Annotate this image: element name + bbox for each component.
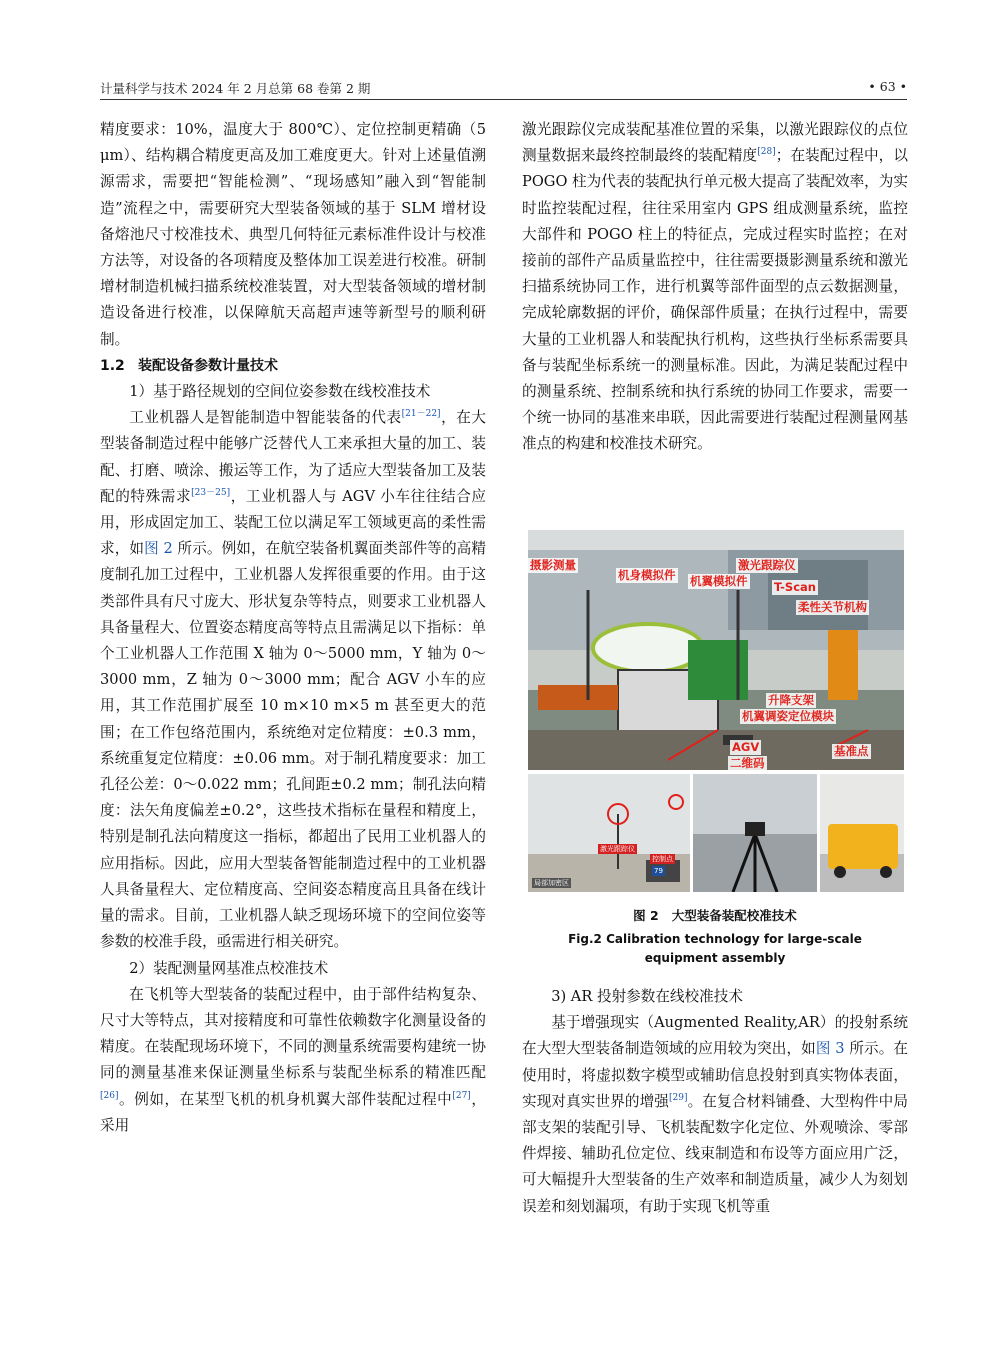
label-flex-joint: 柔性关节机构 [798,600,867,614]
paragraph: 基于增强现实（Augmented Reality,AR）的投射系统在大型大型装备制造领域的应用较为突出，如图 3 所示。在使用时，将虚拟数字模型或辅助信息投射到真实物体表面，实现对真实世界的增强[29]。在复合材料铺叠、大型构件中局部支架的装配引导、飞机装配数字化定位、外观喷涂、零部件焊接、辅助孔位定位、线束制造和布设等方面应用广泛，可大幅提升大型装备的生产效率和制造质量，减少人为刻划误差和刻划漏项，有助于实现飞机等重 [522,1014,908,1215]
section-heading [100,353,486,379]
right-column [522,117,908,458]
page-number: • 63 • [868,79,907,94]
label-tracker: 激光跟踪仪 [738,558,796,572]
label-lift: 升降支架 [768,693,814,707]
label-b1-control: 控制点 [652,855,673,863]
label-b1-tracker: 激光跟踪仪 [600,845,635,853]
label-wing-module: 机翼调姿定位模块 [742,709,834,723]
paragraph: 激光跟踪仪完成装配基准位置的采集，以激光跟踪仪的点位测量数据来最终控制最终的装配精度[28]；在装配过程中，以 POGO 柱为代表的装配执行单元极大提高了装配效率，为实时监控装配过程，往往采用室内 GPS 组成测量系统，监控大部件和 POGO 柱上的特征点，完成过程实时监控；在对接前的部件产品质量监控中，往往需要摄影测量系统和激光扫描系统协同工作，进行机翼等部件面型的点云数据测量，完成轮廓数据的评价，确保部件质量；在执行过程中，需要大量的工业机器人和装配执行机构，这些执行坐标系需要具备与装配坐标系统一的测量标准。因此，为满足装配过程中的测量系统、控制系统和执行系统的协同工作要求，需要一个统一协同的基准来串联，因此需要进行装配过程测量网基准点的构建和校准技术研究。 [522,121,908,453]
header-rule [100,99,907,100]
figure-link[interactable]: 图 2 [144,540,173,558]
photo-control-points [528,774,690,892]
label-agv: AGV [732,740,760,754]
subheading: 2）装配测量网基准点校准技术 [129,959,329,977]
assembly-photo [528,530,904,770]
figure-caption-en: Fig.2 Calibration technology for large-scale equipment assembly [568,932,862,965]
paragraph: 精度要求：10%，温度大于 800℃）、定位控制更精确（5 μm）、结构耦合精度更高及加工难度更大。针对上述量值溯源需求，需要把“智能检测”、“现场感知”融入到“智能制造”流程之中，需要研究大型装备领域的基于 SLM 增材设备熔池尺寸校准技术、典型几何特征元素标准件设计与校准方法等，对设备的各项精度及整体加工误差进行校准。研制增材制造机械扫描系统校准装置，对大型装备领域的增材制造设备进行校准，以保障航天高超声速等新型号的顺利研制。 [100,121,486,348]
label-fuselage: 机身模拟件 [618,568,676,582]
label-datum: 基准点 [834,744,869,758]
figure-link[interactable]: 图 3 [815,1040,845,1058]
figure-caption-cn: 图 2 大型装备装配校准技术 [633,908,797,923]
label-qrcode: 二维码 [730,756,765,770]
subheading: 3) AR 投射参数在线校准技术 [551,988,743,1005]
paragraph: 在飞机等大型装备的装配过程中，由于部件结构复杂、尺寸大等特点，其对接精度和可靠性依赖数字化测量设备的精度。在装配现场环境下，不同的测量系统需要构建统一协同的测量基准来保证测量坐标系与装配坐标系的精准匹配[26]。例如，在某型飞机的机身机翼大部件装配过程中[27]，采用 [100,985,486,1134]
label-wing: 机翼模拟件 [690,574,748,588]
paragraph: 工业机器人是智能制造中智能装备的代表[21－22]，在大型装备制造过程中能够广泛替代人工来承担大量的加工、装配、打磨、喷涂、搬运等工作，为了适应大型装备加工及装配的特殊需求[23－25]，工业机器人与 AGV 小车往往结合应用，形成固定加工、装配工位以满足军工领域更高的柔性需求，如图 2 所示。例如，在航空装备机翼面类部件等的高精度制孔加工过程中，工业机器人发挥很重要的作用。由于这类部件具有尺寸庞大、形状复杂等特点，则要求工业机器人具备量程大、位置姿态精度高等特点且需满足以下指标：单个工业机器人工作范围 X 轴为 0～5000 mm，Y 轴为 0～3000 mm，Z 轴为 0～3000 mm；配合 AGV 小车的应用，其工作范围扩展至 10 m×10 m×5 m 甚至更大的范围；在工作包络范围内，系统绝对定位精度：±0.3 mm，系统重复定位精度：±0.06 mm。对于制孔精度要求：加工孔径公差：0～0.022 mm；孔间距±0.2 mm；制孔法向精度：法矢角度偏差±0.2°，这些技术指标在量程和精度上，特别是制孔法向精度这一指标，都超出了民用工业机器人的应用指标。因此，应用大型装备智能制造过程中的工业机器人具备量程大、定位精度高、空间姿态精度高且具备在线计量的需求。目前，工业机器人缺乏现场环境下的空间位姿等参数的校准手段，亟需进行相关研究。 [100,409,486,951]
section-number: 1.2 [100,357,125,374]
subheading: 1）基于路径规划的空间位姿参数在线校准技术 [129,383,431,401]
section-title: 装配设备参数计量技术 [138,357,278,374]
figure-2 [528,530,904,892]
citation[interactable]: [27] [452,1090,471,1101]
citation[interactable]: [21－22] [401,409,441,420]
label-photogrammetry: 摄影测量 [530,558,576,572]
citation[interactable]: [26] [100,1090,119,1101]
citation[interactable]: [23－25] [191,487,231,498]
citation[interactable]: [28] [757,147,776,158]
left-column [100,117,486,1139]
photo-tripod [693,774,817,892]
label-b1-area: 局部加密区 [534,879,569,887]
page-header [100,79,907,99]
journal-title: 计量科学与技术 2024 年 2 月总第 68 卷第 2 期 [100,81,371,96]
right-column-lower [522,984,908,1220]
citation[interactable]: [29] [669,1092,688,1103]
label-tscan: T-Scan [774,580,816,594]
label-b1-number: 79 [654,867,663,875]
photo-agv [820,774,904,892]
